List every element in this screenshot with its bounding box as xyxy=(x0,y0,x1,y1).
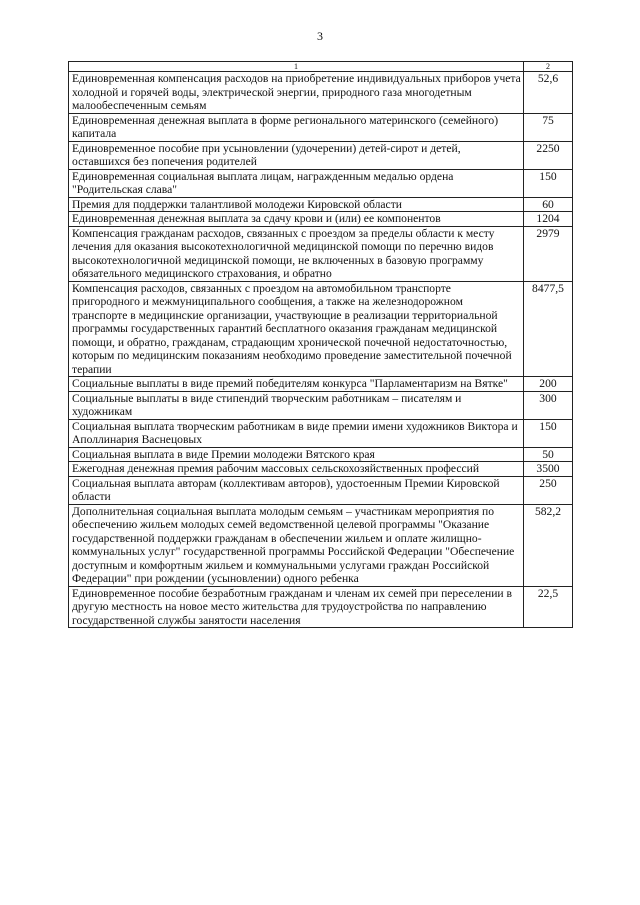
row-label: Социальная выплата творческим работникам в виде премии имени художников Виктора и Аполлинария Васнецовых xyxy=(69,419,524,447)
table-row xyxy=(69,72,573,114)
row-value: 60 xyxy=(524,197,573,212)
row-label: Единовременное пособие безработным гражданам и членам их семей при переселении в другую местность на новое место жительства для трудоустройства по направлению государственной службы занятости населения xyxy=(69,586,524,628)
row-label: Социальная выплата авторам (коллективам авторов), удостоенным Премии Кировской области xyxy=(69,476,524,504)
table-row xyxy=(69,377,573,392)
table-row xyxy=(69,419,573,447)
row-value: 1204 xyxy=(524,212,573,227)
row-value: 8477,5 xyxy=(524,281,573,377)
table-row xyxy=(69,212,573,227)
row-value: 22,5 xyxy=(524,586,573,628)
table-row xyxy=(69,586,573,628)
row-value: 250 xyxy=(524,476,573,504)
table-row xyxy=(69,197,573,212)
row-value: 75 xyxy=(524,113,573,141)
row-value: 52,6 xyxy=(524,72,573,114)
table-row xyxy=(69,476,573,504)
row-value: 200 xyxy=(524,377,573,392)
row-value: 150 xyxy=(524,169,573,197)
table-row xyxy=(69,391,573,419)
table-row xyxy=(69,504,573,586)
payments-table xyxy=(68,61,573,628)
table-row xyxy=(69,169,573,197)
row-label: Компенсация гражданам расходов, связанных с проездом за пределы области к месту лечения для оказания высокотехнологичной медицинской помощи по перечню видов высокотехнологичной медицинской помощи, не включенных в базовую программу обязательного медицинского страхования, и обратно xyxy=(69,226,524,281)
row-label: Ежегодная денежная премия рабочим массовых сельскохозяйственных профессий xyxy=(69,462,524,477)
row-label: Единовременная компенсация расходов на приобретение индивидуальных приборов учета холодной и горячей воды, электрической энергии, природного газа многодетным малообеспеченным семьям xyxy=(69,72,524,114)
column-header-2: 2 xyxy=(524,62,573,72)
row-value: 582,2 xyxy=(524,504,573,586)
row-label: Социальные выплаты в виде стипендий творческим работникам – писателям и художникам xyxy=(69,391,524,419)
table-row xyxy=(69,281,573,377)
row-label: Премия для поддержки талантливой молодежи Кировской области xyxy=(69,197,524,212)
row-label: Компенсация расходов, связанных с проездом на автомобильном транспорте пригородного и межмуниципального сообщения, а также на железнодорожном транспорте в медицинские организации, участвующие в реализации территориальной программы государственных гарантий бесплатного оказания гражданам медицинской помощи, и обратно, гражданам, страдающим хронической почечной недостаточностью, которым по медицинским показаниям необходимо проведение заместительной почечной терапии xyxy=(69,281,524,377)
row-value: 3500 xyxy=(524,462,573,477)
row-label: Социальная выплата в виде Премии молодежи Вятского края xyxy=(69,447,524,462)
page-number: 3 xyxy=(317,29,323,43)
table-row xyxy=(69,447,573,462)
table-row xyxy=(69,462,573,477)
table-header-row xyxy=(69,62,573,72)
row-value: 300 xyxy=(524,391,573,419)
column-header-1: 1 xyxy=(69,62,524,72)
row-value: 2979 xyxy=(524,226,573,281)
row-label: Единовременная денежная выплата в форме регионального материнского (семейного) капитала xyxy=(69,113,524,141)
table-row xyxy=(69,113,573,141)
row-label: Единовременное пособие при усыновлении (удочерении) детей-сирот и детей, оставшихся без попечения родителей xyxy=(69,141,524,169)
row-label: Единовременная денежная выплата за сдачу крови и (или) ее компонентов xyxy=(69,212,524,227)
table-row xyxy=(69,226,573,281)
row-value: 50 xyxy=(524,447,573,462)
row-label: Социальные выплаты в виде премий победителям конкурса "Парламентаризм на Вятке" xyxy=(69,377,524,392)
row-value: 2250 xyxy=(524,141,573,169)
row-value: 150 xyxy=(524,419,573,447)
row-label: Единовременная социальная выплата лицам, награжденным медалью ордена "Родительская слава" xyxy=(69,169,524,197)
row-label: Дополнительная социальная выплата молодым семьям – участникам мероприятия по обеспечению жильем молодых семей ведомственной целевой программы "Оказание государственной поддержки гражданам в обеспечении жильем и оплате жилищно-коммунальных услуг" государственной программы Российской Федерации "Обеспечение доступным и комфортным жильем и коммунальными услугами граждан Российской Федерации" при рождении (усыновлении) одного ребенка xyxy=(69,504,524,586)
table-row xyxy=(69,141,573,169)
